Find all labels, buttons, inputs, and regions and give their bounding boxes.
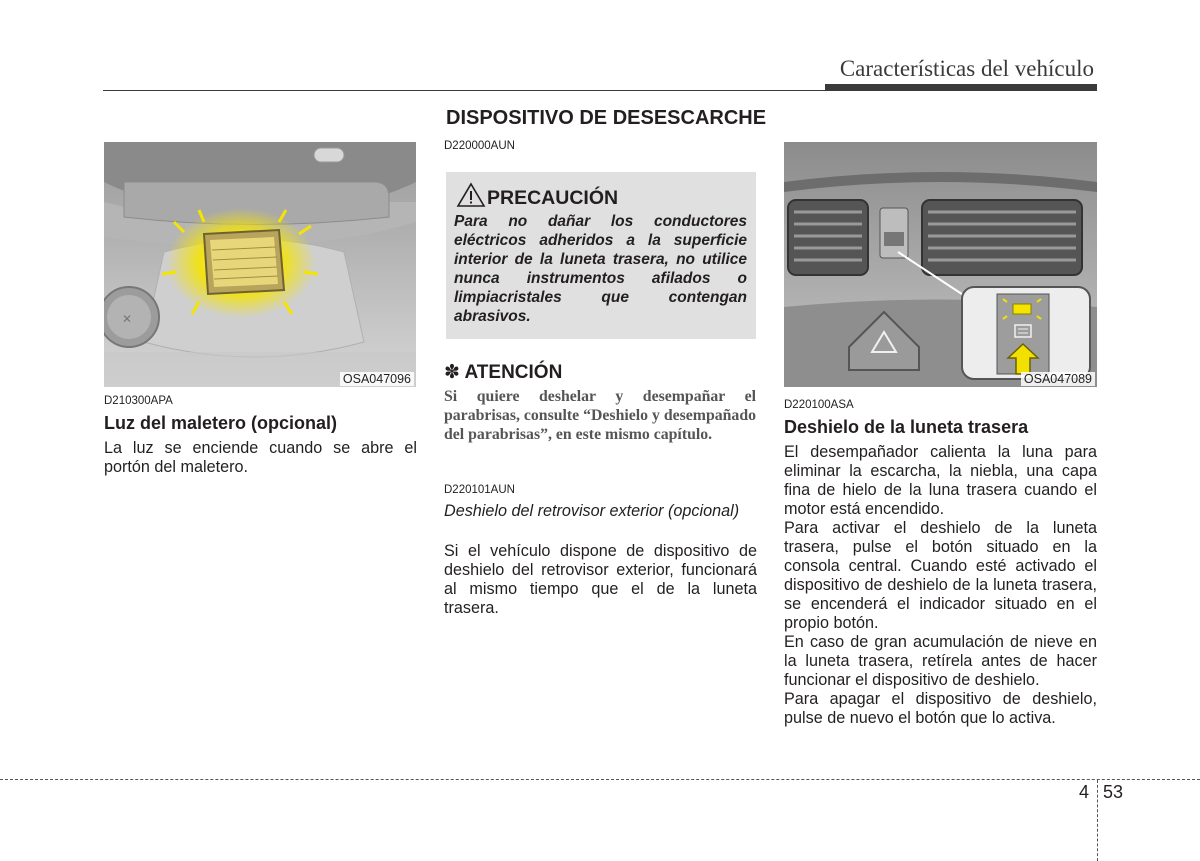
caution-text: Para no dañar los conductores eléctricos adheridos a la superficie interior de la luneta trasera, no utilice nunca instrumentos afilados o limpiacristales que contengan abrasivos.	[454, 213, 747, 325]
trunk-light-heading: Luz del maletero (opcional)	[104, 413, 338, 433]
caution-title: PRECAUCIÓN	[487, 187, 619, 209]
section-code: D220100ASA	[784, 399, 854, 411]
mirror-defrost-heading: Deshielo del retrovisor exterior (opcional)	[444, 502, 740, 520]
dashboard-illustration	[784, 142, 1097, 387]
running-header-title: Características del vehículo	[839, 56, 1094, 81]
paragraph: En caso de gran acumulación de nieve en la luneta trasera, retírela antes de hacer funcionar el dispositivo de deshielo.	[784, 633, 1097, 689]
section-code: D220000AUN	[444, 140, 515, 152]
footer-dashed-divider	[1097, 780, 1098, 861]
rear-defrost-figure	[784, 142, 1097, 387]
paragraph: Para activar el deshielo de la luneta trasera, pulse el botón situado en la consola central. Cuando esté activado el dispositivo de deshielo de la luneta trasera, se encenderá el indicador situado en el propio botón.	[784, 519, 1097, 632]
figure-label: OSA047096	[340, 372, 414, 386]
trunk-light-figure	[104, 142, 416, 387]
indicator-light	[1013, 304, 1031, 314]
caution-box	[446, 172, 756, 339]
trunk-light-illustration	[104, 142, 416, 387]
trunk-light-text: La luz se enciende cuando se abre el portón del maletero.	[104, 439, 417, 476]
figure-label: OSA047089	[1021, 372, 1095, 386]
paragraph: El desempañador calienta la luna para eliminar la escarcha, la niebla, una capa fina de hielo de la luna trasera cuando el motor está encendido.	[784, 443, 1097, 518]
attention-title: ✽ ATENCIÓN	[444, 362, 563, 383]
section-title: DISPOSITIVO DE DESESCARCHE	[446, 107, 767, 129]
page-number: 53	[1103, 782, 1124, 802]
footer-dashed-rule	[0, 779, 1200, 780]
paragraph: Para apagar el dispositivo de deshielo, pulse de nuevo el botón que lo activa.	[784, 690, 1097, 727]
mirror-defrost-text: Si el vehículo dispone de dispositivo de deshielo del retrovisor exterior, funcionará al mismo tiempo que el de la luneta trasera.	[444, 542, 757, 617]
header-rule-thin	[103, 90, 1097, 91]
warning-triangle-icon	[456, 182, 486, 208]
svg-text:✕: ✕	[122, 312, 133, 326]
rear-defrost-heading: Deshielo de la luneta trasera	[784, 417, 1029, 437]
attention-text: Si quiere deshelar y desempañar el parabrisas, consulte “Deshielo y desempañado del parabrisas”, en este mismo capítulo.	[444, 388, 757, 443]
chapter-number: 4	[1079, 782, 1090, 802]
section-code: D210300APA	[104, 395, 173, 407]
rear-defrost-body	[784, 443, 1097, 728]
section-code: D220101AUN	[444, 484, 515, 496]
